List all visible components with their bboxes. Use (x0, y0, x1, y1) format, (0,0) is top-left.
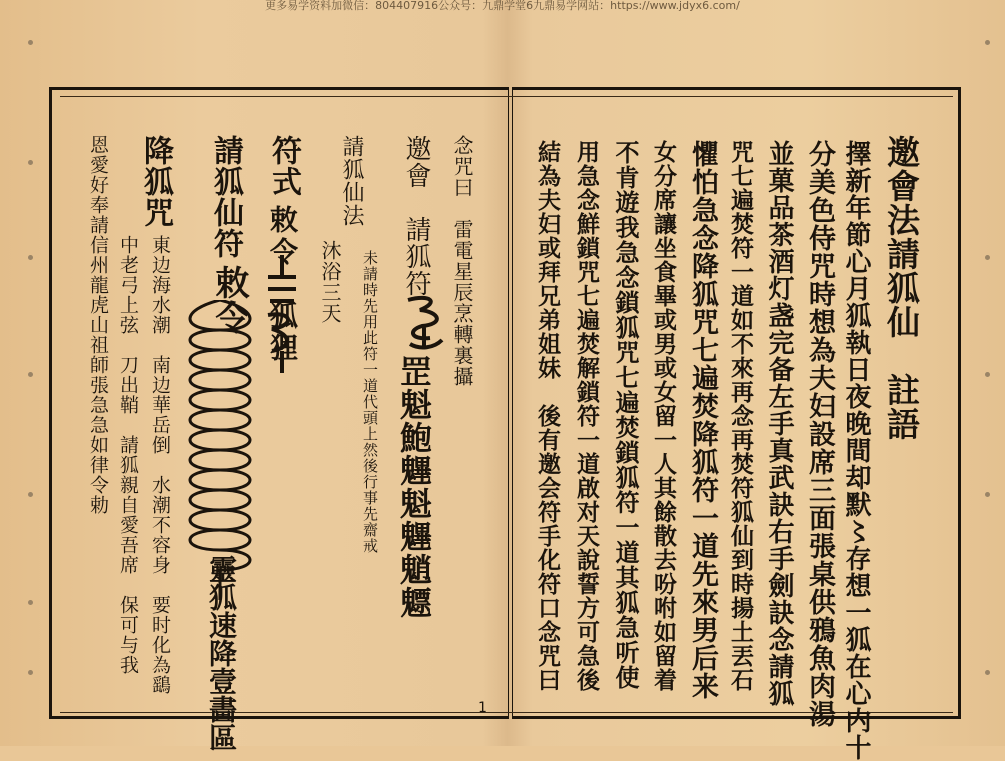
binding-hole (28, 160, 33, 165)
invite-talisman-heading: 請狐仙符 (208, 135, 243, 259)
binding-hole (28, 600, 33, 605)
binding-hole (985, 372, 990, 377)
watermark-banner: 更多易学资料加微信：804407916公众号：九鼎学堂6九鼎易学网站：https://www.jdyx6.com/ (265, 0, 740, 12)
binding-hole (985, 255, 990, 260)
text-column-6: 女分席讓坐食畢或男或女留一人其餘散去吩咐如留着 (650, 140, 677, 692)
method-heading: 請狐仙法 (339, 135, 364, 227)
binding-hole (28, 255, 33, 260)
subdue-chant-column-1: 東边海水潮 南边華岳倒 水潮不容身 要时化為鷂 (149, 235, 171, 695)
text-column-4: 咒七遍焚符一道如不來再念再焚符狐仙到時揚土丟石 (727, 140, 754, 692)
right-page-title: 邀會法請狐仙 註語 (882, 135, 921, 441)
invite-fu-heading: 邀會 請狐符 (401, 135, 431, 297)
binding-hole (28, 492, 33, 497)
subdue-chant-column-2: 中老弓上弦 刀出鞘 請狐親自愛吾席 保可与我 (117, 235, 139, 675)
text-column-1: 擇新年節心月狐執日夜晚間却默〻存想一狐在心内十 (841, 140, 871, 761)
method-note: 未請時先用此符一道代頭上然後行事先齋戒 (361, 250, 379, 554)
seal-glyph-icon (400, 290, 448, 350)
binding-hole (28, 372, 33, 377)
binding-hole (28, 40, 33, 45)
binding-hole (985, 492, 990, 497)
page-number: 1 (478, 700, 487, 716)
binding-hole (985, 40, 990, 45)
inner-top-rule (60, 96, 953, 97)
talisman-scroll-stroke-icon (262, 255, 302, 375)
subdue-fox-heading: 降狐咒 (138, 135, 173, 228)
bathing-instruction: 沐浴三天 (318, 240, 342, 324)
chant-line: 念咒曰 雷電星辰烹轉裏攝 (450, 135, 474, 387)
ghost-characters: 罡魁鮑魓魁魓魈魒 (395, 355, 433, 619)
text-column-2: 分美色侍咒時想為夫妇設席三面張桌供鴉魚肉湯 (804, 140, 835, 728)
invite-talisman-bottom: 靈狐速降壹畵區 (205, 555, 238, 751)
binding-hole (28, 670, 33, 675)
binding-hole (985, 670, 990, 675)
invite-talisman-command: 敕令 (209, 265, 249, 335)
talisman-command: 敕令 狐狸 (266, 205, 299, 365)
text-column-8: 用急念鮮鎖咒七遍焚解鎖符一道啟对天說誓方可急後 (573, 140, 600, 692)
text-column-9: 結為夫妇或拜兄弟姐妹 後有邀会符手化符口念咒曰 (534, 140, 561, 692)
text-column-5: 懼怕急念降狐咒七遍焚降狐符一道先來男后来 (687, 140, 718, 700)
text-column-3: 並菓品茶酒灯盏完备左手真武訣右手劍訣念請狐 (764, 140, 794, 707)
talisman-form-heading: 符式 (266, 135, 301, 197)
text-column-7: 不肯遊我急念鎖狐咒七遍焚鎖狐符一道其狐急听使 (611, 140, 640, 690)
subdue-chant-column-3: 恩愛好奉請信州龍虎山祖師張急急如律令勅 (87, 135, 109, 515)
